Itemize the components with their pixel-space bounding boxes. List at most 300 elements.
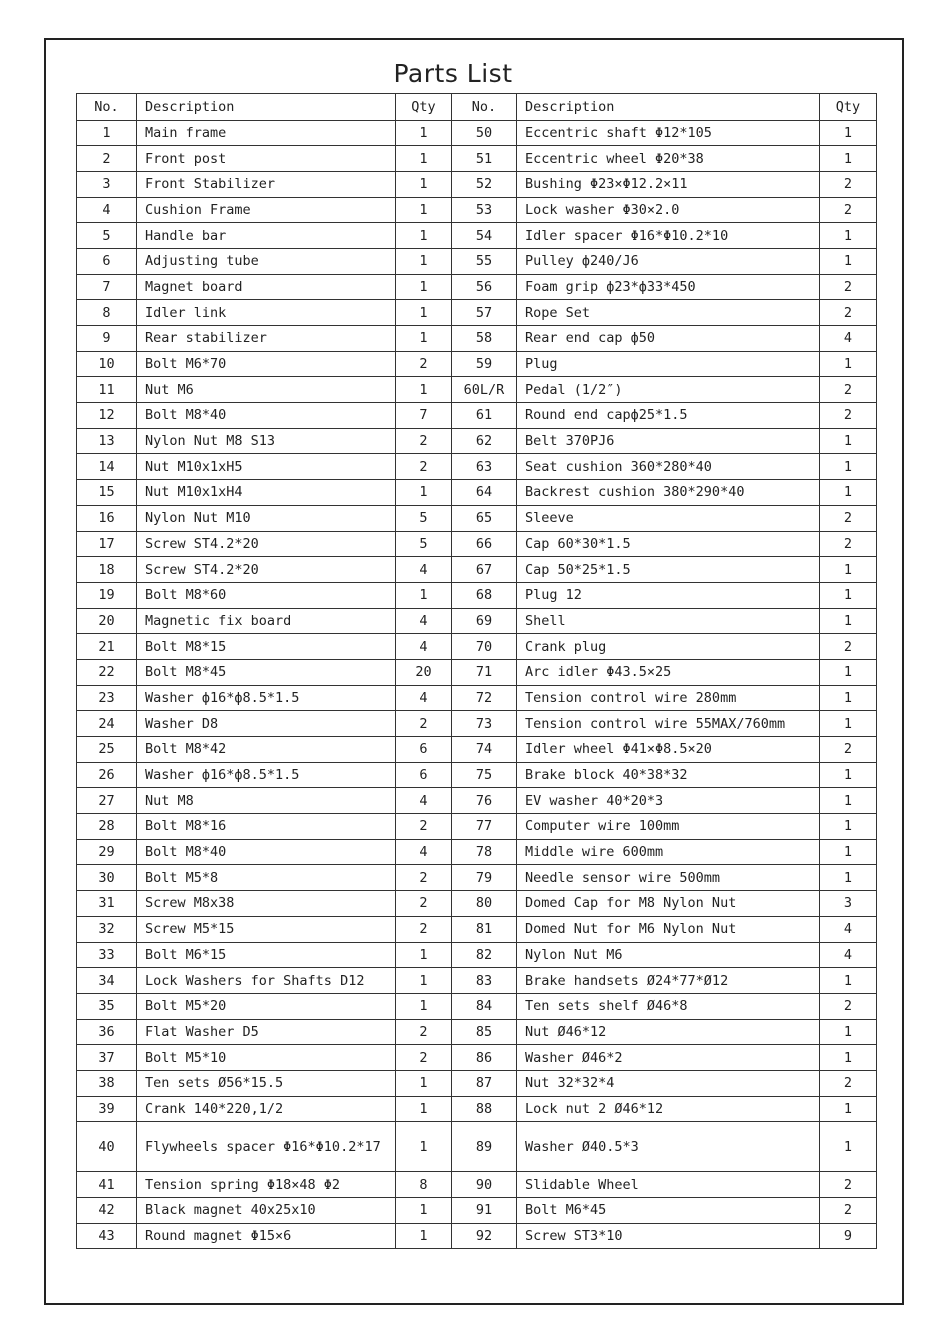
part-qty: 1: [396, 480, 452, 506]
table-row: [77, 608, 877, 634]
part-number: 54: [452, 223, 517, 249]
part-description: Front Stabilizer: [137, 171, 396, 197]
part-description: Rear end cap ф50: [517, 326, 820, 352]
part-qty: 1: [396, 197, 452, 223]
part-qty: 7: [396, 403, 452, 429]
part-number: 90: [452, 1172, 517, 1198]
part-qty: 4: [396, 557, 452, 583]
parts-table: [76, 93, 877, 1249]
part-number: 43: [77, 1223, 137, 1249]
part-qty: 2: [396, 428, 452, 454]
table-row: [77, 891, 877, 917]
part-description: Computer wire 100mm: [517, 814, 820, 840]
part-qty: 2: [820, 274, 877, 300]
part-number: 87: [452, 1070, 517, 1096]
part-number: 84: [452, 993, 517, 1019]
header-no: No.: [77, 94, 137, 121]
part-qty: 4: [396, 839, 452, 865]
part-number: 30: [77, 865, 137, 891]
part-number: 40: [77, 1122, 137, 1172]
part-number: 51: [452, 146, 517, 172]
part-qty: 2: [820, 993, 877, 1019]
part-number: 13: [77, 428, 137, 454]
part-qty: 1: [396, 120, 452, 146]
part-qty: 1: [820, 223, 877, 249]
part-number: 12: [77, 403, 137, 429]
part-qty: 1: [820, 608, 877, 634]
part-description: Domed Nut for M6 Nylon Nut: [517, 916, 820, 942]
part-description: Crank plug: [517, 634, 820, 660]
part-number: 41: [77, 1172, 137, 1198]
part-number: 88: [452, 1096, 517, 1122]
table-row: [77, 146, 877, 172]
part-qty: 1: [396, 1096, 452, 1122]
part-number: 59: [452, 351, 517, 377]
part-qty: 1: [396, 326, 452, 352]
part-description: Plug 12: [517, 582, 820, 608]
part-description: Main frame: [137, 120, 396, 146]
part-description: Sleeve: [517, 505, 820, 531]
table-row: [77, 814, 877, 840]
part-qty: 1: [820, 582, 877, 608]
part-description: Nut M10x1xH4: [137, 480, 396, 506]
part-qty: 9: [820, 1223, 877, 1249]
part-description: Front post: [137, 146, 396, 172]
part-qty: 1: [396, 1223, 452, 1249]
part-qty: 6: [396, 737, 452, 763]
part-description: Bolt M6*70: [137, 351, 396, 377]
part-description: Bolt M5*8: [137, 865, 396, 891]
part-number: 19: [77, 582, 137, 608]
part-description: Nylon Nut M6: [517, 942, 820, 968]
part-number: 91: [452, 1198, 517, 1224]
part-description: Nylon Nut M8 S13: [137, 428, 396, 454]
part-description: Pulley ф240/J6: [517, 248, 820, 274]
part-number: 35: [77, 993, 137, 1019]
part-number: 63: [452, 454, 517, 480]
part-number: 10: [77, 351, 137, 377]
part-description: Shell: [517, 608, 820, 634]
part-qty: 1: [396, 248, 452, 274]
part-description: Washer Ø46*2: [517, 1045, 820, 1071]
part-qty: 1: [820, 557, 877, 583]
part-description: Screw ST4.2*20: [137, 557, 396, 583]
part-qty: 2: [820, 300, 877, 326]
part-qty: 1: [820, 1045, 877, 1071]
table-row: [77, 1070, 877, 1096]
part-number: 57: [452, 300, 517, 326]
part-number: 33: [77, 942, 137, 968]
part-description: Belt 370PJ6: [517, 428, 820, 454]
part-description: Bolt M5*10: [137, 1045, 396, 1071]
table-row: [77, 1019, 877, 1045]
part-number: 7: [77, 274, 137, 300]
part-number: 4: [77, 197, 137, 223]
part-number: 28: [77, 814, 137, 840]
header-qty: Qty: [396, 94, 452, 121]
part-qty: 2: [820, 403, 877, 429]
part-qty: 1: [396, 993, 452, 1019]
part-number: 22: [77, 659, 137, 685]
table-row: [77, 685, 877, 711]
part-description: Plug: [517, 351, 820, 377]
part-description: Flat Washer D5: [137, 1019, 396, 1045]
part-number: 32: [77, 916, 137, 942]
part-number: 52: [452, 171, 517, 197]
part-qty: 5: [396, 505, 452, 531]
part-qty: 3: [820, 891, 877, 917]
table-row: [77, 916, 877, 942]
part-number: 20: [77, 608, 137, 634]
part-qty: 1: [820, 711, 877, 737]
part-description: Bolt M8*15: [137, 634, 396, 660]
part-qty: 1: [820, 839, 877, 865]
part-description: Bolt M8*60: [137, 582, 396, 608]
part-qty: 2: [820, 505, 877, 531]
part-qty: 1: [396, 1198, 452, 1224]
part-qty: 4: [396, 685, 452, 711]
header-description: Description: [137, 94, 396, 121]
part-number: 24: [77, 711, 137, 737]
part-qty: 1: [820, 351, 877, 377]
part-description: Rope Set: [517, 300, 820, 326]
table-row: [77, 557, 877, 583]
table-row: [77, 737, 877, 763]
table-row: [77, 1096, 877, 1122]
part-number: 78: [452, 839, 517, 865]
header-description: Description: [517, 94, 820, 121]
part-description: Domed Cap for M8 Nylon Nut: [517, 891, 820, 917]
table-row: [77, 197, 877, 223]
part-qty: 2: [396, 865, 452, 891]
part-qty: 1: [820, 685, 877, 711]
part-qty: 2: [820, 197, 877, 223]
table-row: [77, 531, 877, 557]
part-qty: 1: [396, 582, 452, 608]
part-description: Needle sensor wire 500mm: [517, 865, 820, 891]
part-number: 68: [452, 582, 517, 608]
part-number: 72: [452, 685, 517, 711]
part-number: 92: [452, 1223, 517, 1249]
part-description: Lock nut 2 Ø46*12: [517, 1096, 820, 1122]
part-number: 56: [452, 274, 517, 300]
part-description: Bolt M8*16: [137, 814, 396, 840]
part-number: 60L/R: [452, 377, 517, 403]
part-description: Flywheels spacer Φ16*Φ10.2*17: [137, 1122, 396, 1172]
part-description: Idler wheel Φ41×Φ8.5×20: [517, 737, 820, 763]
part-description: Screw ST4.2*20: [137, 531, 396, 557]
part-qty: 1: [820, 480, 877, 506]
part-qty: 1: [820, 1122, 877, 1172]
header-no: No.: [452, 94, 517, 121]
part-qty: 1: [820, 454, 877, 480]
part-description: Eccentric wheel Φ20*38: [517, 146, 820, 172]
part-number: 3: [77, 171, 137, 197]
part-qty: 2: [396, 814, 452, 840]
part-description: Bolt M8*40: [137, 403, 396, 429]
part-description: Arc idler Φ43.5×25: [517, 659, 820, 685]
part-description: Bolt M8*42: [137, 737, 396, 763]
part-description: Washer ф16*ф8.5*1.5: [137, 762, 396, 788]
part-qty: 4: [396, 608, 452, 634]
table-row: [77, 1223, 877, 1249]
part-qty: 1: [820, 428, 877, 454]
table-row: [77, 942, 877, 968]
part-number: 74: [452, 737, 517, 763]
part-description: Magnet board: [137, 274, 396, 300]
part-number: 77: [452, 814, 517, 840]
table-row: [77, 274, 877, 300]
part-number: 1: [77, 120, 137, 146]
part-number: 71: [452, 659, 517, 685]
part-qty: 2: [820, 531, 877, 557]
part-number: 11: [77, 377, 137, 403]
table-row: [77, 1172, 877, 1198]
part-description: Round magnet Φ15×6: [137, 1223, 396, 1249]
part-qty: 2: [820, 1198, 877, 1224]
part-qty: 4: [820, 326, 877, 352]
table-row: [77, 659, 877, 685]
part-description: Washer ф16*ф8.5*1.5: [137, 685, 396, 711]
part-description: Bolt M8*45: [137, 659, 396, 685]
part-description: Screw ST3*10: [517, 1223, 820, 1249]
part-description: Bushing Φ23×Φ12.2×11: [517, 171, 820, 197]
table-row: [77, 1045, 877, 1071]
part-qty: 1: [820, 788, 877, 814]
part-qty: 1: [820, 146, 877, 172]
table-row: [77, 300, 877, 326]
part-number: 9: [77, 326, 137, 352]
part-qty: 1: [396, 1122, 452, 1172]
part-number: 31: [77, 891, 137, 917]
table-row: [77, 351, 877, 377]
part-qty: 2: [820, 171, 877, 197]
part-description: Middle wire 600mm: [517, 839, 820, 865]
part-qty: 1: [820, 865, 877, 891]
part-qty: 1: [396, 274, 452, 300]
part-number: 26: [77, 762, 137, 788]
part-qty: 2: [396, 1019, 452, 1045]
table-row: [77, 1198, 877, 1224]
part-description: Bolt M6*15: [137, 942, 396, 968]
part-qty: 1: [820, 248, 877, 274]
part-number: 53: [452, 197, 517, 223]
part-description: Nut M6: [137, 377, 396, 403]
part-description: Washer D8: [137, 711, 396, 737]
part-description: EV washer 40*20*3: [517, 788, 820, 814]
table-row: [77, 839, 877, 865]
part-description: Screw M5*15: [137, 916, 396, 942]
part-qty: 2: [396, 351, 452, 377]
part-number: 5: [77, 223, 137, 249]
part-number: 27: [77, 788, 137, 814]
part-description: Idler link: [137, 300, 396, 326]
part-qty: 4: [820, 942, 877, 968]
part-number: 81: [452, 916, 517, 942]
part-qty: 20: [396, 659, 452, 685]
part-number: 69: [452, 608, 517, 634]
part-qty: 1: [396, 968, 452, 994]
part-number: 23: [77, 685, 137, 711]
part-qty: 5: [396, 531, 452, 557]
part-qty: 4: [396, 788, 452, 814]
part-number: 16: [77, 505, 137, 531]
part-description: Backrest cushion 380*290*40: [517, 480, 820, 506]
table-row: [77, 1122, 877, 1172]
part-qty: 2: [396, 454, 452, 480]
part-number: 80: [452, 891, 517, 917]
part-number: 82: [452, 942, 517, 968]
part-description: Round end capф25*1.5: [517, 403, 820, 429]
table-row: [77, 993, 877, 1019]
table-row: [77, 711, 877, 737]
part-qty: 2: [396, 711, 452, 737]
part-number: 64: [452, 480, 517, 506]
part-description: Bolt M5*20: [137, 993, 396, 1019]
part-number: 38: [77, 1070, 137, 1096]
part-description: Foam grip ф23*ф33*450: [517, 274, 820, 300]
header-qty: Qty: [820, 94, 877, 121]
part-description: Adjusting tube: [137, 248, 396, 274]
part-number: 70: [452, 634, 517, 660]
part-number: 42: [77, 1198, 137, 1224]
part-number: 15: [77, 480, 137, 506]
part-qty: 2: [820, 1172, 877, 1198]
part-number: 37: [77, 1045, 137, 1071]
part-number: 29: [77, 839, 137, 865]
part-number: 2: [77, 146, 137, 172]
part-qty: 1: [820, 659, 877, 685]
part-number: 85: [452, 1019, 517, 1045]
part-qty: 2: [820, 737, 877, 763]
part-description: Tension control wire 280mm: [517, 685, 820, 711]
part-description: Cushion Frame: [137, 197, 396, 223]
part-description: Black magnet 40x25x10: [137, 1198, 396, 1224]
part-qty: 1: [820, 814, 877, 840]
page-title: Parts List: [393, 59, 513, 88]
table-row: [77, 120, 877, 146]
part-description: Bolt M8*40: [137, 839, 396, 865]
part-qty: 1: [820, 120, 877, 146]
part-qty: 2: [820, 377, 877, 403]
part-qty: 1: [396, 171, 452, 197]
part-description: Lock washer Φ30×2.0: [517, 197, 820, 223]
table-row: [77, 248, 877, 274]
part-description: Screw M8x38: [137, 891, 396, 917]
part-number: 65: [452, 505, 517, 531]
part-qty: 1: [396, 377, 452, 403]
part-number: 36: [77, 1019, 137, 1045]
part-description: Bolt M6*45: [517, 1198, 820, 1224]
part-qty: 2: [820, 634, 877, 660]
part-number: 67: [452, 557, 517, 583]
table-row: [77, 788, 877, 814]
part-description: Pedal (1/2″): [517, 377, 820, 403]
table-row: [77, 480, 877, 506]
part-qty: 1: [820, 1019, 877, 1045]
part-number: 79: [452, 865, 517, 891]
part-description: Idler spacer Φ16*Φ10.2*10: [517, 223, 820, 249]
part-description: Eccentric shaft Φ12*105: [517, 120, 820, 146]
part-number: 66: [452, 531, 517, 557]
part-qty: 1: [396, 146, 452, 172]
part-number: 39: [77, 1096, 137, 1122]
part-description: Ten sets shelf Ø46*8: [517, 993, 820, 1019]
part-number: 76: [452, 788, 517, 814]
part-qty: 2: [820, 1070, 877, 1096]
part-number: 14: [77, 454, 137, 480]
part-description: Nut M8: [137, 788, 396, 814]
part-qty: 2: [396, 916, 452, 942]
part-description: Nut M10x1xH5: [137, 454, 396, 480]
part-description: Crank 140*220,1/2: [137, 1096, 396, 1122]
table-row: [77, 762, 877, 788]
table-row: [77, 171, 877, 197]
part-number: 86: [452, 1045, 517, 1071]
part-description: Slidable Wheel: [517, 1172, 820, 1198]
part-description: Lock Washers for Shafts D12: [137, 968, 396, 994]
part-number: 83: [452, 968, 517, 994]
part-qty: 1: [396, 1070, 452, 1096]
part-number: 21: [77, 634, 137, 660]
part-description: Seat cushion 360*280*40: [517, 454, 820, 480]
part-qty: 1: [820, 1096, 877, 1122]
part-qty: 4: [820, 916, 877, 942]
part-number: 25: [77, 737, 137, 763]
table-row: [77, 634, 877, 660]
table-row: [77, 582, 877, 608]
part-qty: 1: [820, 762, 877, 788]
table-row: [77, 377, 877, 403]
part-description: Cap 60*30*1.5: [517, 531, 820, 557]
part-number: 18: [77, 557, 137, 583]
table-row: [77, 428, 877, 454]
part-number: 58: [452, 326, 517, 352]
part-description: Brake block 40*38*32: [517, 762, 820, 788]
part-qty: 1: [396, 223, 452, 249]
part-description: Washer Ø40.5*3: [517, 1122, 820, 1172]
table-row: [77, 326, 877, 352]
part-description: Magnetic fix board: [137, 608, 396, 634]
table-row: [77, 865, 877, 891]
table-row: [77, 223, 877, 249]
part-qty: 6: [396, 762, 452, 788]
part-number: 75: [452, 762, 517, 788]
part-qty: 1: [396, 942, 452, 968]
part-qty: 1: [820, 968, 877, 994]
part-number: 55: [452, 248, 517, 274]
part-number: 8: [77, 300, 137, 326]
part-qty: 2: [396, 1045, 452, 1071]
table-header-row: [77, 94, 877, 121]
part-number: 61: [452, 403, 517, 429]
part-number: 50: [452, 120, 517, 146]
part-qty: 4: [396, 634, 452, 660]
part-number: 34: [77, 968, 137, 994]
part-description: Rear stabilizer: [137, 326, 396, 352]
table-row: [77, 968, 877, 994]
part-number: 17: [77, 531, 137, 557]
part-description: Handle bar: [137, 223, 396, 249]
part-description: Brake handsets Ø24*77*Ø12: [517, 968, 820, 994]
part-number: 73: [452, 711, 517, 737]
part-description: Nut Ø46*12: [517, 1019, 820, 1045]
part-description: Ten sets Ø56*15.5: [137, 1070, 396, 1096]
part-number: 62: [452, 428, 517, 454]
part-description: Tension spring Φ18×48 Φ2: [137, 1172, 396, 1198]
part-qty: 2: [396, 891, 452, 917]
part-description: Cap 50*25*1.5: [517, 557, 820, 583]
